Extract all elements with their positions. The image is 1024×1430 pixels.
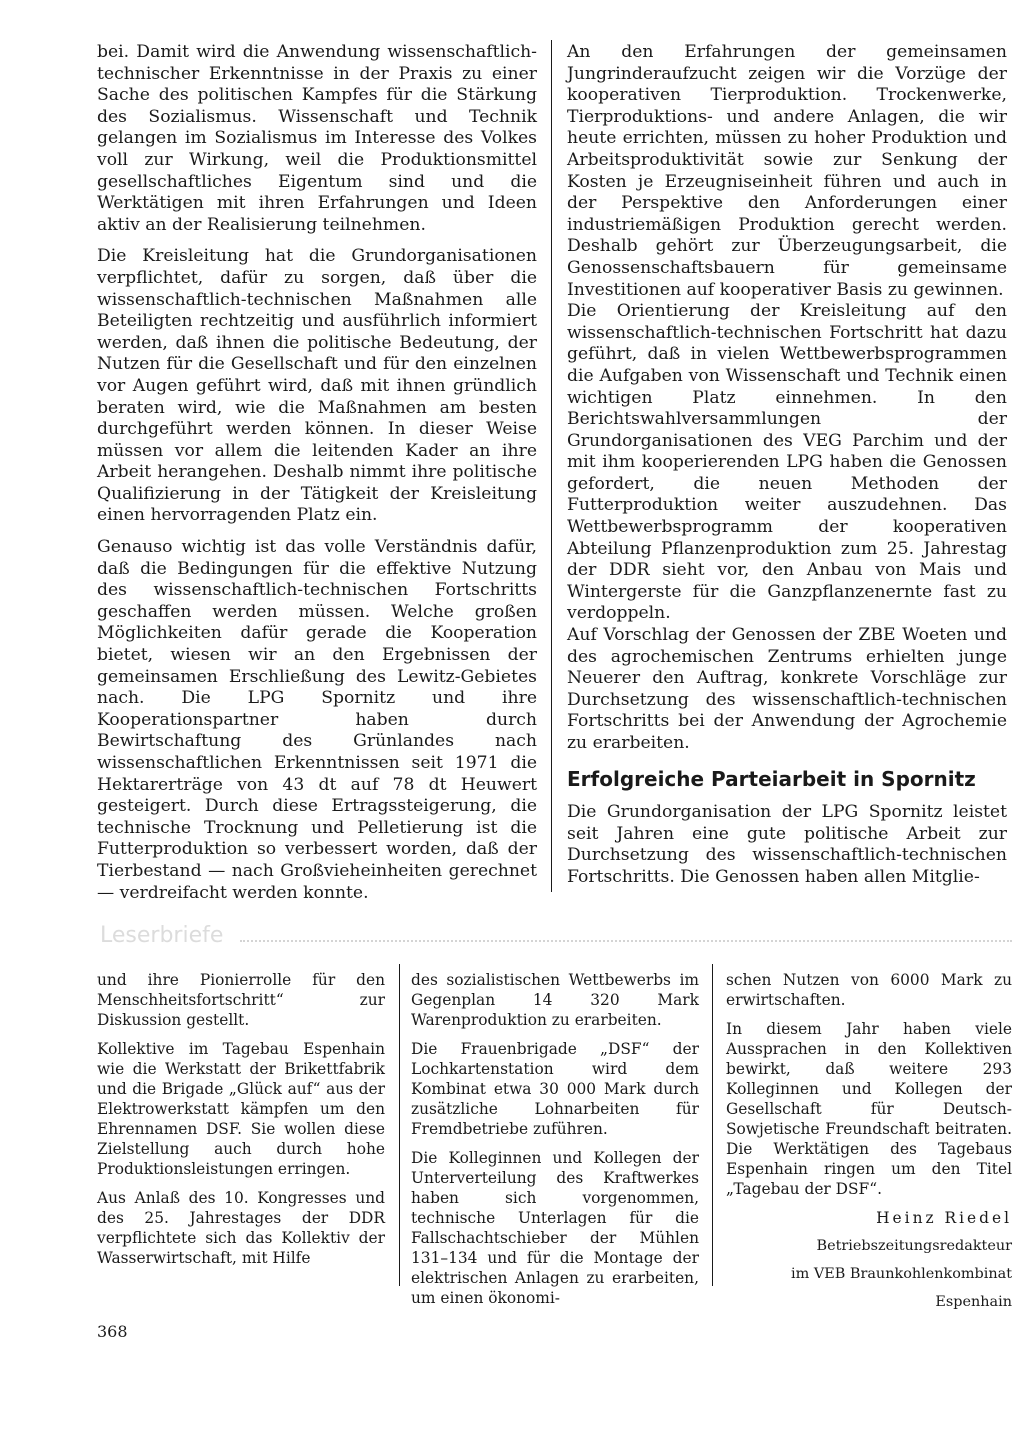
letters-dotted-rule [240,940,1012,942]
letter-paragraph: Aus Anlaß des 10. Kongresses und des 25. Jahrestages der DDR verpflichtete sich das Kollektiv der Wasserwirtschaft, mit Hilfe [97,1189,385,1267]
signature-role: Espenhain [935,1294,1012,1310]
section-body [567,802,1007,898]
column-divider [551,40,552,892]
signature-role: Betriebszeitungsredakteur [816,1238,1012,1254]
letter-paragraph: Die Frauenbrigade „DSF“ der Lochkartenstation wird dem Kombinat etwa 30 000 Mark durch zusätzliche Lohnarbeiten für Fremdbetriebe zuführen. [411,1040,699,1138]
letters-section-label: Leserbriefe [100,923,224,948]
article-paragraph: bei. Damit wird die Anwendung wissenschaftlich-technischer Erkenntnisse in der Praxis zu einer Sache des politischen Kampfes für die Stärkung des Sozialismus. Wissenschaft und Technik gelangen im Sozialismus im Interesse des Volkes voll zur Wirkung, weil die Produktionsmittel gesellschaftliches Eigentum sind und die Werktätigen mit ihren Erfahrungen und Ideen aktiv an der Realisierung teilnehmen. [97,42,537,235]
letter-paragraph: In diesem Jahr haben viele Aussprachen in den Kollektiven bewirkt, daß weitere 293 Kolleginnen und Kollegen der Gesellschaft für Deutsch-Sowjetische Freundschaft beitraten. Die Werktätigen des Tagebaus Espenhain ringen um den Titel „Tagebau der DSF“. [726,1020,1012,1198]
article-right-column [567,42,1007,765]
article-paragraph: An den Erfahrungen der gemeinsamen Jungrinderaufzucht zeigen wir die Vorzüge der kooperativen Tierproduktion. Trockenwerke, Tierproduktions- und andere Anlagen, die wir heute errichten, müssen zu hoher Produktion und Arbeitsproduktivität sowie zur Senkung der Kosten je Erzeugniseinheit führen und auch in der Perspektive den Anforderungen einer industriemäßigen Produktion gerecht werden. Deshalb gehört zur Überzeugungsarbeit, die Genossenschaftsbauern für gemeinsame Investitionen auf kooperativer Basis zu gewinnen. [567,42,1007,300]
article-paragraph: Die Grundorganisation der LPG Spornitz leistet seit Jahren eine gute politische Arbeit zur Durchsetzung des wissenschaftlich-technischen Fortschritts. Die Genossen haben allen Mitglie- [567,802,1007,887]
column-divider [712,964,713,1286]
letter-paragraph: schen Nutzen von 6000 Mark zu erwirtschaften. [726,971,1012,1009]
article-paragraph: Die Orientierung der Kreisleitung auf den wissenschaftlich-technischen Fortschritt hat dazu geführt, daß in vielen Wettbewerbsprogrammen die Aufgaben von Wissenschaft und Technik einen wichtigen Platz einnehmen. In den Berichtswahlversammlungen der Grundorganisationen des VEG Parchim und der mit ihm kooperierenden LPG haben die Genossen gefordert, die neuen Methoden der Futterproduktion weiter auszudehnen. Das Wettbewerbsprogramm der kooperativen Abteilung Pflanzenproduktion zum 25. Jahrestag der DDR sieht vor, den Anbau von Mais und Wintergerste für die Ganzpflanzenernte fast zu verdoppeln. [567,301,1007,624]
letter-column-2 [411,970,699,1317]
article-paragraph: Auf Vorschlag der Genossen der ZBE Woeten und des agrochemischen Zentrums erhielten junge Neuerer den Auftrag, konkrete Vorschläge zur Durchsetzung des wissenschaftlich-technischen Fortschritts bei der Anwendung der Agrochemie zu erarbeiten. [567,625,1007,753]
letter-paragraph: Kollektive im Tagebau Espenhain wie die Werkstatt der Brikettfabrik und die Brigade „Glück auf“ aus der Elektrowerkstatt kämpfen um den Ehrennamen DSF. Sie wollen diese Zielstellung auch durch hohe Produktionsleistungen erringen. [97,1040,385,1178]
article-paragraph: Genauso wichtig ist das volle Verständnis dafür, daß die Bedingungen für die effektive Nutzung des wissenschaftlich-technischen Fortschritts geschaffen werden müssen. Welche großen Möglichkeiten dafür gerade die Kooperation bietet, wiesen wir an den Ergebnissen der gemeinsamen Erschließung des Lewitz-Gebietes nach. Die LPG Spornitz und ihre Kooperationspartner haben durch Bewirtschaftung des Grünlandes nach wissenschaftlichen Erkenntnissen seit 1971 die Hektarerträge von 43 dt auf 78 dt Heuwert gesteigert. Durch diese Ertragssteigerung, die technische Trocknung und Pelletierung ist die Futterproduktion so verbessert worden, daß der Tierbestand — nach Großvieheinheiten gerechnet — verdreifacht werden konnte. [97,537,537,903]
letter-paragraph: und ihre Pionierrolle für den Menschheitsfortschritt“ zur Diskussion gestellt. [97,971,385,1029]
signature-name: Heinz Riedel [876,1209,1012,1227]
section-heading: Erfolgreiche Parteiarbeit in Spornitz [567,767,976,791]
column-divider [399,964,400,1286]
signature-role: im VEB Braunkohlenkombinat [791,1266,1012,1282]
letter-column-1 [97,970,385,1277]
page-number: 368 [97,1322,128,1341]
letter-paragraph: des sozialistischen Wettbewerbs im Gegenplan 14 320 Mark Warenproduktion zu erarbeiten. [411,971,699,1029]
letter-paragraph: Die Kolleginnen und Kollegen der Unterverteilung des Kraftwerkes haben sich vorgenommen, technische Unterlagen für die Fallschachtschieber der Mühlen 131–134 und für die Montage der elektrischen Anlagen zu erarbeiten, um einen ökonomi- [411,1149,699,1307]
article-paragraph: Die Kreisleitung hat die Grundorganisationen verpflichtet, dafür zu sorgen, daß über die wissenschaftlich-technischen Maßnahmen alle Beteiligten rechtzeitig und ausführlich informiert werden, daß ihnen die politische Bedeutung, der Nutzen für die Gesellschaft und für den einzelnen vor Augen geführt wird, daß mit ihnen gründlich beraten wird, wie die Maßnahmen am besten durchgeführt werden können. In dieser Weise müssen vor allem die leitenden Kader an ihre Arbeit herangehen. Deshalb nimmt ihre politische Qualifizierung in der Tätigkeit der Kreisleitung einen hervorragenden Platz ein. [97,246,537,526]
article-left-column [97,42,537,914]
letter-column-3 [726,970,1012,1321]
